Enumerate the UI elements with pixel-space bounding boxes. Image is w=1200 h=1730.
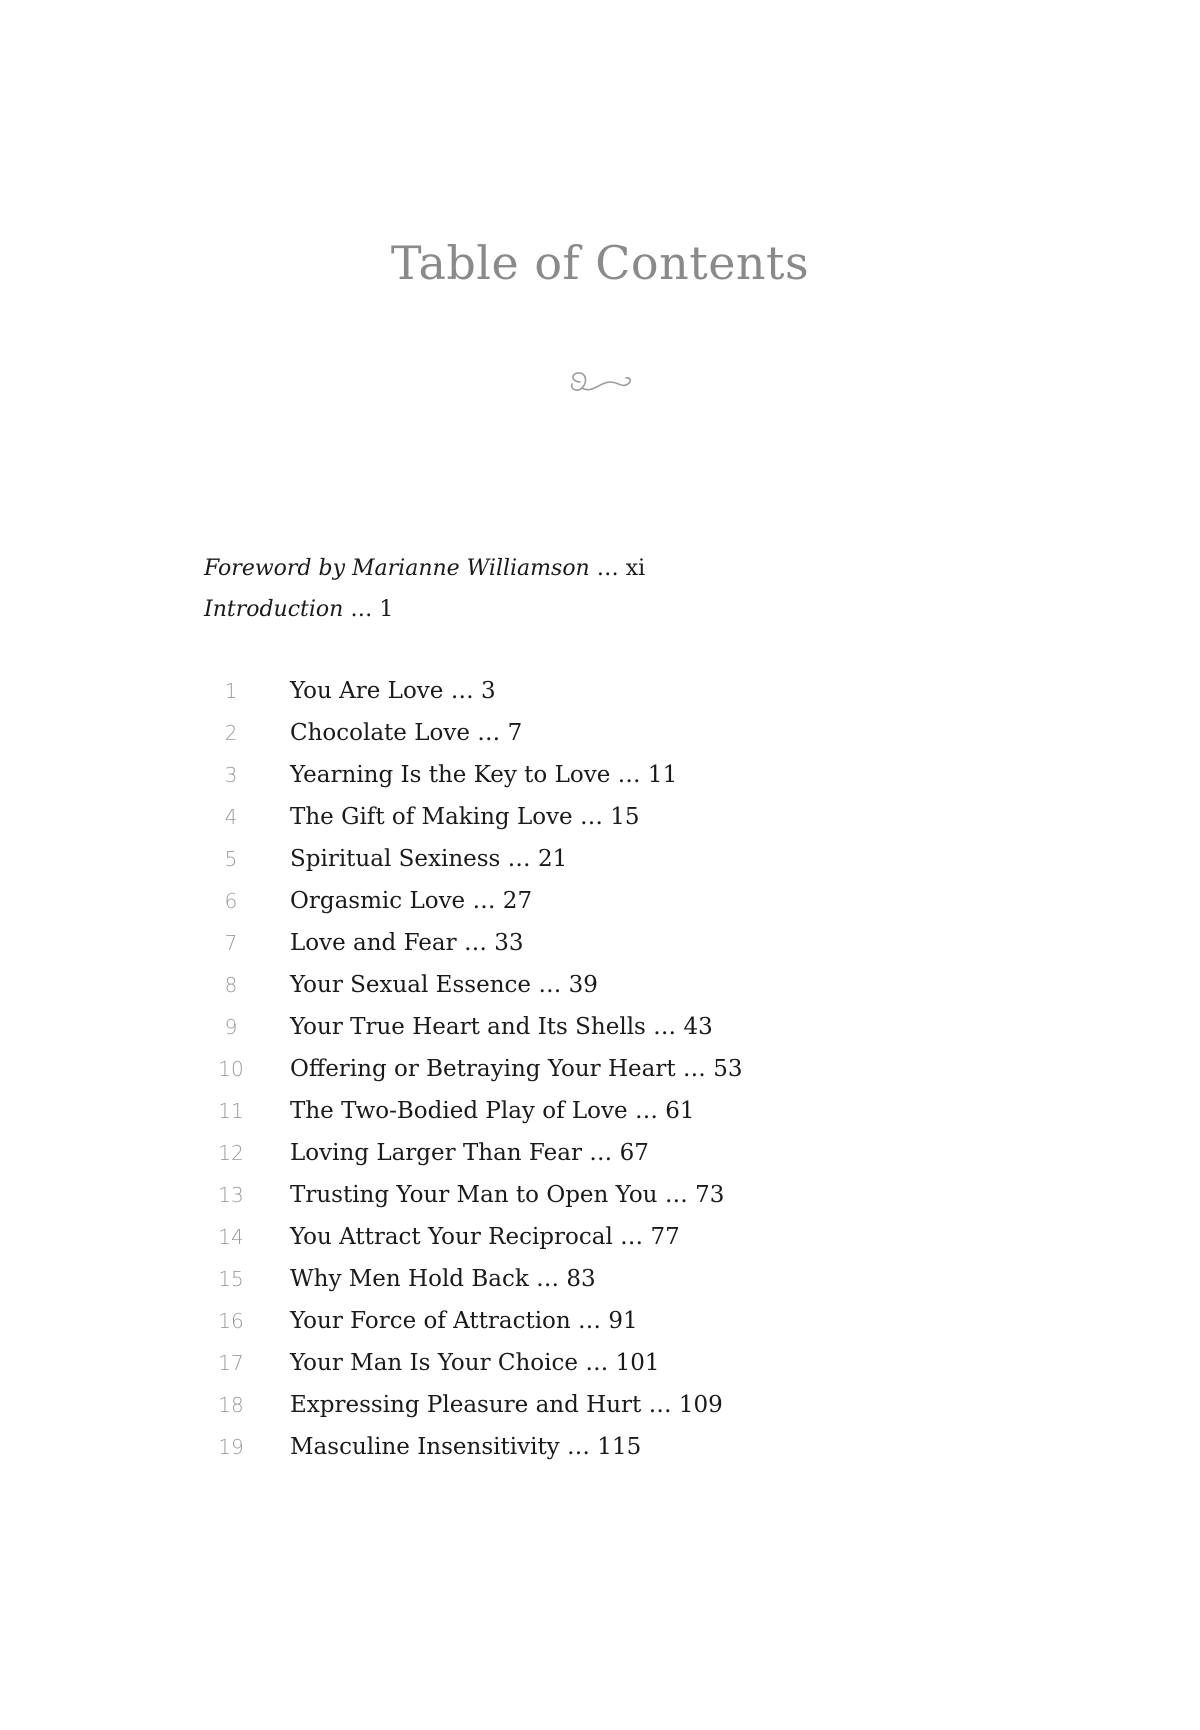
chapter-page: … 91 [578,1308,638,1334]
chapter-page: … 15 [579,804,640,830]
chapter-number: 9 [224,1015,238,1039]
chapter-title: Your True Heart and Its Shells [290,1014,646,1040]
chapter-entry[interactable] [204,1006,742,1048]
front-matter-item[interactable] [204,548,645,589]
chapter-entry[interactable] [204,1132,742,1174]
chapter-number: 12 [218,1141,244,1165]
chapter-page: … 109 [648,1392,723,1418]
chapter-page: … 77 [620,1224,680,1250]
chapter-title: Why Men Hold Back [290,1266,529,1292]
chapter-page: … 53 [682,1056,743,1082]
chapter-number: 6 [224,889,238,913]
chapter-number: 5 [224,847,238,871]
chapter-page: … 101 [585,1350,660,1376]
chapter-number: 19 [218,1435,244,1459]
chapter-entry[interactable] [204,1258,742,1300]
chapter-number: 1 [224,679,238,703]
chapter-entry[interactable] [204,922,742,964]
chapter-number: 15 [218,1267,244,1291]
front-matter-page: … 1 [350,597,394,622]
chapter-page: … 39 [538,972,598,998]
chapter-page: … 83 [536,1266,596,1292]
chapter-number: 2 [224,721,238,745]
chapter-page: … 33 [463,930,524,956]
chapter-entry[interactable] [204,1216,742,1258]
chapter-page: … 115 [567,1434,642,1460]
chapter-entry[interactable] [204,1342,742,1384]
chapter-title: Orgasmic Love [290,888,466,914]
chapter-page: … 43 [653,1014,713,1040]
swirl-ornament-icon [566,368,636,398]
chapter-entry[interactable] [204,1300,742,1342]
chapter-title: Masculine Insensitivity [290,1434,560,1460]
chapter-page: … 3 [450,678,496,704]
chapter-list [204,670,742,1468]
chapter-title: Your Sexual Essence [290,972,531,998]
chapter-entry[interactable] [204,1090,742,1132]
chapter-number: 18 [218,1393,244,1417]
chapter-entry[interactable] [204,1426,742,1468]
chapter-entry[interactable] [204,1384,742,1426]
chapter-entry[interactable] [204,1174,742,1216]
chapter-title: Loving Larger Than Fear [290,1140,582,1166]
chapter-entry[interactable] [204,754,742,796]
front-matter-title: Foreword by Marianne Williamson [204,556,590,581]
front-matter-item[interactable] [204,589,645,630]
page-title: Table of Contents [390,236,810,290]
chapter-number: 13 [218,1183,244,1207]
chapter-title: Offering or Betraying Your Heart [290,1056,676,1082]
chapter-page: … 73 [664,1182,725,1208]
chapter-title: Yearning Is the Key to Love [290,762,611,788]
chapter-page: … 61 [634,1098,695,1124]
chapter-number: 3 [224,763,238,787]
chapter-entry[interactable] [204,712,742,754]
chapter-entry[interactable] [204,670,742,712]
front-matter-page: … xi [596,556,646,581]
front-matter-list [204,548,645,630]
chapter-page: … 27 [472,888,533,914]
chapter-page: … 7 [477,720,523,746]
chapter-entry[interactable] [204,964,742,1006]
chapter-title: Expressing Pleasure and Hurt [290,1392,642,1418]
chapter-title: Spiritual Sexiness [290,846,501,872]
chapter-title: Love and Fear [290,930,457,956]
chapter-number: 8 [224,973,238,997]
chapter-page: … 11 [617,762,678,788]
chapter-number: 17 [218,1351,244,1375]
chapter-page: … 67 [589,1140,649,1166]
chapter-number: 4 [224,805,238,829]
chapter-title: You Are Love [290,678,444,704]
chapter-page: … 21 [507,846,568,872]
front-matter-title: Introduction [204,597,344,622]
chapter-title: Your Man Is Your Choice [290,1350,578,1376]
chapter-number: 11 [218,1099,244,1123]
chapter-entry[interactable] [204,838,742,880]
chapter-entry[interactable] [204,880,742,922]
chapter-title: Trusting Your Man to Open You [290,1182,658,1208]
chapter-number: 10 [218,1057,244,1081]
chapter-title: The Two-Bodied Play of Love [290,1098,628,1124]
chapter-title: Your Force of Attraction [290,1308,571,1334]
chapter-title: You Attract Your Reciprocal [290,1224,613,1250]
chapter-number: 14 [218,1225,244,1249]
chapter-title: The Gift of Making Love [290,804,573,830]
chapter-title: Chocolate Love [290,720,470,746]
chapter-number: 16 [218,1309,244,1333]
chapter-number: 7 [224,931,238,955]
chapter-entry[interactable] [204,1048,742,1090]
chapter-entry[interactable] [204,796,742,838]
